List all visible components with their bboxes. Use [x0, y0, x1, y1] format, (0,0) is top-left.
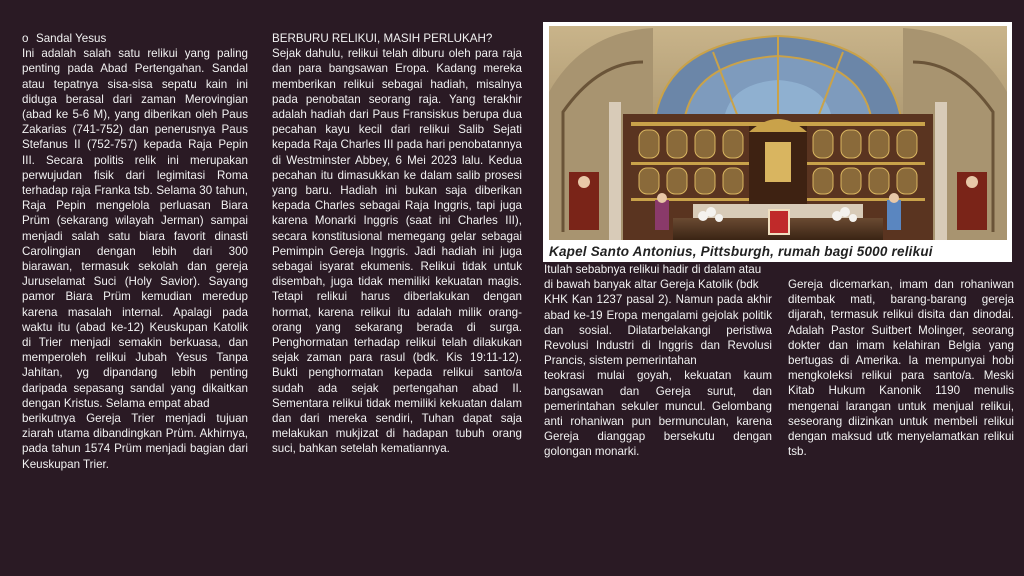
paragraph: teokrasi mulai goyah, kekuatan kaum bangsawan dan Gereja surut, dan pemerintahan sekuler muncul. Gelombang anti rohaniwan pun bermunculan, karena Gereja dianggap bersekutu dengan golongan monarki.	[544, 369, 772, 459]
chapel-interior-image	[543, 22, 1012, 262]
column-berburu-relikui	[272, 31, 522, 457]
column-sandal-yesus	[22, 31, 248, 472]
chapel-photo	[543, 22, 1012, 262]
paragraph: Itulah sebabnya relikui hadir di dalam atau di bawah banyak altar Gereja Katolik (bdk	[544, 263, 762, 292]
paragraph: Ini adalah salah satu relikui yang paling penting pada Abad Pertengahan. Sandal atau tepatnya sisa-sisa sepatu kain ini diduga berasal dari zaman Merovingian (abad ke 5-6 M), yang diberikan oleh Paus Zakarias (741-752) dan penerusnya Paus Stefanus II (752-757) kepada Raja Pepin III. Secara politis relik ini merupakan perwujudan fisik dari legimitasi Roma terhadap raja Franka tsb. Selama 30 tahun, Raja Pepin mengelola perluasan Biara Prüm (sekarang wilayah Jerman) sampai menjadi salah satu biara favorit dinasti Carolingian dengan lebih dari 300 biarawan, termasuk sekolah dan gereja Juruselamat Suci (Holy Savior). Sayang pamor Biara Prüm kemudian meredup karena masalah internal. Apalagi pada waktu itu (abad ke-12) Keuskupan Katolik di Trier menjadi semakin berkuasa, dan memperoleh relikui Jubah Yesus Tanpa Jahitan, yg dipandang lebih penting daripada sepasang sandal yang dikaitkan dengan Kristus. Selama empat abad	[22, 47, 248, 410]
bullet-circle-icon: o	[22, 32, 29, 45]
paragraph: Gereja dicemarkan, imam dan rohaniwan ditembak mati, barang-barang gereja dijarah, termasuk relikui disita dan dinodai. Adalah Pastor Suitbert Molinger, seorang dokter dan imam kelahiran Belgia yang bertugas di Amerika. Ia mempunyai hobi mengkoleksi relikui para santo/a. Meski Kitab Hukum Kanonik 1190 menulis mengenai larangan untuk menjual relikui, seseorang diizinkan untuk membeli relikui dengan maksud utk menyelamatkan relikui tsb.	[788, 278, 1014, 459]
column-continued-1	[544, 262, 772, 460]
paragraph: KHK Kan 1237 pasal 2). Namun pada akhir abad ke-19 Eropa mengalami gejolak politik dan sosial. Dilatarbelakangi peristiwa Revolusi Industri di Inggris dan Revolusi Prancis, sistem pemerintahan	[544, 293, 772, 368]
section-heading-berburu: BERBURU RELIKUI, MASIH PERLUKAH?	[272, 32, 493, 45]
column-continued-2	[788, 277, 1014, 459]
section-heading-sandal: o Sandal Yesus	[22, 32, 107, 45]
photo-caption: Kapel Santo Antonius, Pittsburgh, rumah bagi 5000 relikui	[549, 244, 933, 259]
paragraph: Sejak dahulu, relikui telah diburu oleh para raja dan para bangsawan Eropa. Kadang mereka memberikan relikui sebagai hadiah, misalnya pada penobatan seorang raja. Yang terakhir adalah hadiah dari Paus Fransiskus berupa dua pecahan kayu kecil dari relikui Salib Sejati kepada Raja Charles III pada hari penobatannya di Westminster Abbey, 6 Mei 2023 lalu. Kedua pecahan itu dimasukkan ke dalam salib prosesi yang baru. Hadiah ini bukan saja diberikan kepada Charles sebagai Raja Inggris, tapi juga karena Monarki Inggris (saat ini Charles III), secara konstitusional memegang gelar sebagai Pemimpin Gereja Inggris. Jadi hadiah ini juga sebagai isyarat ekumenis. Relikui tidak untuk disembah, juga tidak memiliki kekuatan magis. Tetapi relikui harus diberlakukan dengan hormat, karena relikui itu adalah milik orang-orang yang sekarang berada di surga. Penghormatan terhadap relikui telah dilakukan sejak zaman para rasul (bdk. Kis 19:11-12). Bukti penghormatan kepada relikui santo/a sudah ada sejak pertengahan abad II. Sementara relikui tidak memiliki kekuatan dalam dan dari mereka sendiri, Tuhan dapat saja melakukan mukjizat di hadapan tubuh orang suci, bahkan setelah kematiannya.	[272, 47, 522, 456]
paragraph: berikutnya Gereja Trier menjadi tujuan ziarah utama dibandingkan Prüm. Akhirnya, pada tahun 1574 Prüm menjadi bagian dari Keuskupan Trier.	[22, 412, 248, 471]
